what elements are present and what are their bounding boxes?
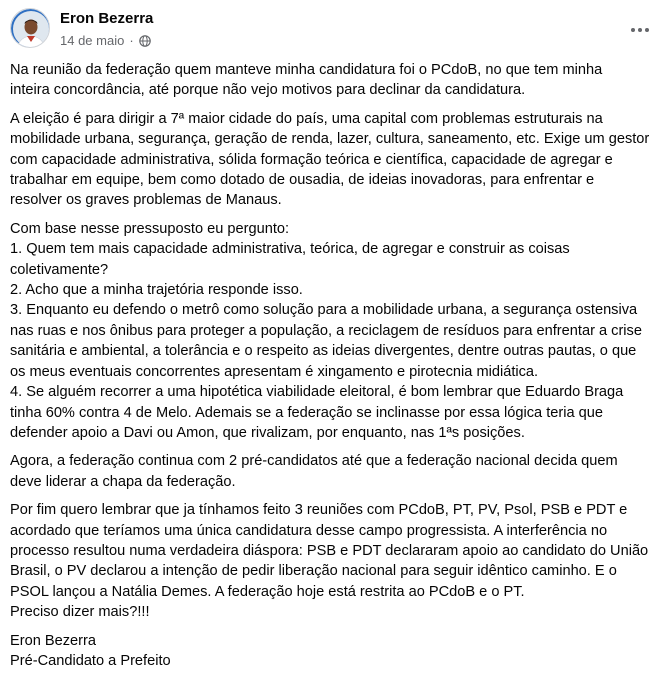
post-text-line: 2. Acho que a minha trajetória responde isso. xyxy=(10,282,303,299)
post-text-line: A eleição é para dirigir a 7ª maior cidade do país, uma capital com problemas estruturais na xyxy=(10,110,603,127)
post-text-line: defender apoio a Davi ou Amon, que rivalizam, por enquanto, nas 1ªs posições. xyxy=(10,424,525,441)
post-paragraph xyxy=(10,500,650,622)
post-text-line: deve liderar a chapa da federação. xyxy=(10,473,236,490)
more-horizontal-icon xyxy=(630,27,650,33)
post-text-line: 1. Quem tem mais capacidade administrativa, teórica, de agregar e construir as coisas xyxy=(10,241,570,258)
post-text-line: processo resultou numa verdadeira diáspora: PSB e PDT declararam apoio ao candidato do União xyxy=(10,542,649,559)
post-text-line: os meus eventuais concorrentes apresentam é xingamento e pirotecnia midiática. xyxy=(10,363,539,380)
post-paragraph xyxy=(10,60,650,101)
post-paragraph xyxy=(10,451,650,492)
more-options-button[interactable] xyxy=(626,16,654,44)
post-text-line: 4. Se alguém recorrer a uma hipotética viabilidade eleitoral, é bom lembrar que Eduardo Braga xyxy=(10,384,624,401)
post-text-line: nas ruas e nos ônibus para proteger a população, a reciclagem de resíduos para enfrentar a crise xyxy=(10,322,642,339)
post-text-line: 3. Enquanto eu defendo o metrô como solução para a mobilidade urbana, a segurança ostensiva xyxy=(10,302,638,319)
post-paragraph xyxy=(10,631,650,672)
post-paragraph xyxy=(10,219,650,443)
post-text-line: Por fim quero lembrar que ja tínhamos feito 3 reuniões com PCdoB, PT, PV, Psol, PSB e PDT e xyxy=(10,502,628,519)
post-paragraph xyxy=(10,109,650,211)
author-name[interactable]: Eron Bezerra xyxy=(60,10,154,27)
post-text-line: Eron Bezerra xyxy=(10,632,96,649)
post-text-line: coletivamente? xyxy=(10,261,109,278)
post-text-line: acordado que teríamos uma única candidatura desse campo progressista. A interferência no xyxy=(10,522,608,539)
globe-icon xyxy=(139,35,151,47)
post-text-line: com capacidade administrativa, sólida formação teórica e científica, capacidade de agregar e xyxy=(10,151,613,168)
post-text-line: sanitária e ambiental, a tolerância e o respeito as ideias divergentes, dentre outras pautas, o que xyxy=(10,343,637,360)
post-text-line: Com base nesse pressuposto eu pergunto: xyxy=(10,220,290,237)
post-text-line: trabalhar em equipe, bem como dotado de ousadia, de ideias inovadoras, para enfrentar e xyxy=(10,172,595,189)
profile-photo-icon xyxy=(11,9,50,48)
post-meta xyxy=(60,33,151,48)
post-header xyxy=(10,8,654,52)
post-text-line: Na reunião da federação quem manteve minha candidatura foi o PCdoB, no que tem minha xyxy=(10,62,603,78)
meta-separator: · xyxy=(129,33,134,48)
post-date[interactable]: 14 de maio xyxy=(60,33,125,48)
post-text-line: inteira concordância, até porque não vejo motivos para declinar da candidatura. xyxy=(10,82,526,99)
post-text xyxy=(10,60,650,679)
post-text-line: Agora, a federação continua com 2 pré-candidatos até que a federação nacional decida quem xyxy=(10,453,618,470)
post-text-line: Pré-Candidato a Prefeito xyxy=(10,652,171,669)
post-text-line: PSOL lançou a Natália Demes. A federação hoje está restrita ao PCdoB e o PT. xyxy=(10,583,525,600)
post-text-line: tinha 60% contra 4 de Melo. Ademais se a federação se inclinasse por essa lógica teria que xyxy=(10,404,604,421)
post-text-line: Brasil, o PV declarou a intenção de pedir liberação nacional para seguir idêntico caminho. E o xyxy=(10,563,617,580)
post-text-line: resolver os graves problemas de Manaus. xyxy=(10,192,282,209)
post-text-line: mobilidade urbana, segurança, geração de renda, lazer, cultura, saneamento, etc. Exige um gestor xyxy=(10,131,650,148)
avatar[interactable] xyxy=(10,8,50,48)
post-text-line: Preciso dizer mais?!!! xyxy=(10,604,150,621)
